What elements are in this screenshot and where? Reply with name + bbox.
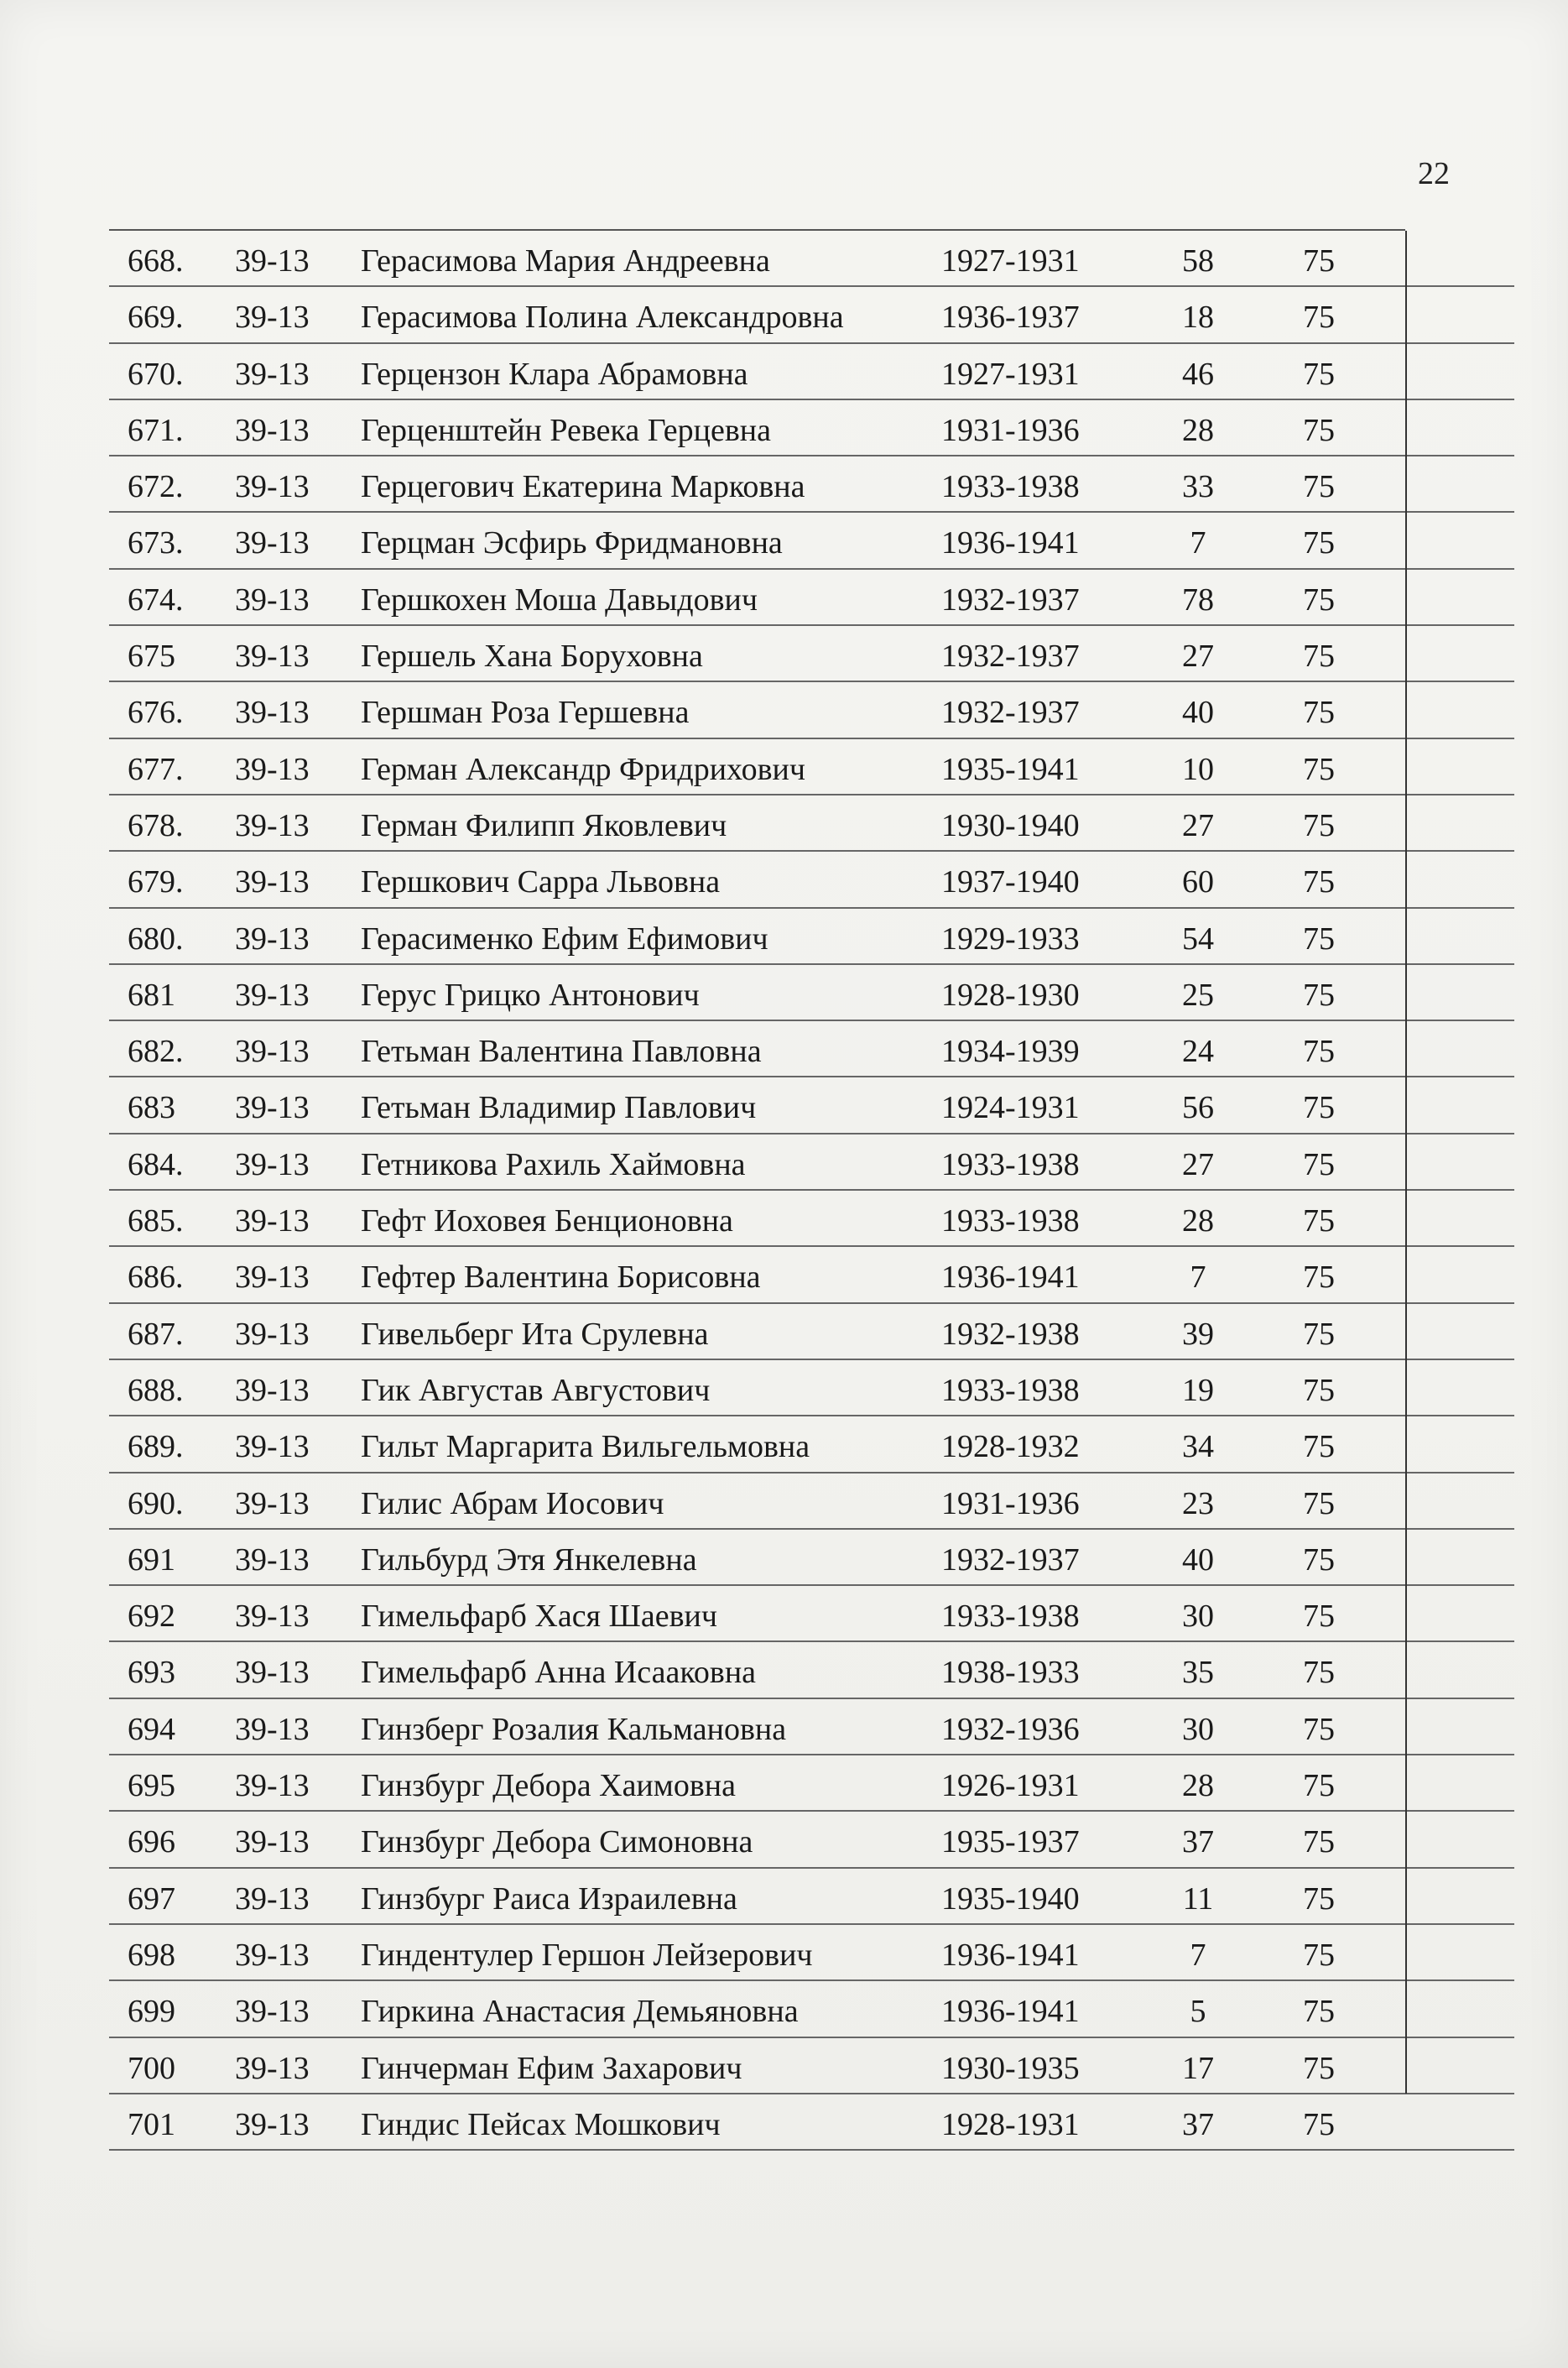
row-code: 39-13 <box>235 1372 310 1408</box>
row-name: Герцегович Екатерина Марковна <box>361 469 805 505</box>
table-row <box>109 1191 1514 1247</box>
table-row <box>109 739 1514 795</box>
row-name: Гефтер Валентина Борисовна <box>361 1260 761 1296</box>
row-code: 39-13 <box>235 582 310 618</box>
table-row <box>109 2094 1514 2151</box>
row-name: Гефт Иоховея Бенционовна <box>361 1203 733 1239</box>
row-count: 37 <box>1182 1824 1214 1860</box>
row-years: 1929-1933 <box>941 921 1080 957</box>
row-count: 40 <box>1182 695 1214 731</box>
table-row <box>109 1586 1514 1642</box>
row-term: 75 <box>1303 751 1335 787</box>
row-name: Гимельфарб Анна Исааковна <box>361 1655 757 1691</box>
row-term: 75 <box>1303 864 1335 900</box>
row-count: 33 <box>1182 469 1214 505</box>
row-count: 24 <box>1182 1034 1214 1070</box>
row-code: 39-13 <box>235 1429 310 1465</box>
row-code: 39-13 <box>235 1768 310 1804</box>
row-term: 75 <box>1303 1880 1335 1917</box>
row-code: 39-13 <box>235 807 310 843</box>
table-row <box>109 965 1514 1021</box>
row-code: 39-13 <box>235 1316 310 1352</box>
row-code: 39-13 <box>235 921 310 957</box>
row-years: 1927-1931 <box>941 356 1080 392</box>
row-code: 39-13 <box>235 1090 310 1126</box>
table-row <box>109 1755 1514 1812</box>
table-row <box>109 626 1514 682</box>
row-term: 75 <box>1303 1824 1335 1860</box>
row-name: Гершель Хана Боруховна <box>361 639 703 675</box>
row-years: 1930-1940 <box>941 807 1080 843</box>
row-code: 39-13 <box>235 1655 310 1691</box>
row-number: 673. <box>128 525 184 561</box>
row-years: 1924-1931 <box>941 1090 1080 1126</box>
row-code: 39-13 <box>235 1485 310 1521</box>
row-count: 54 <box>1182 921 1214 957</box>
row-number: 694 <box>128 1711 175 1747</box>
table-row <box>109 570 1514 626</box>
row-number: 690. <box>128 1485 184 1521</box>
row-years: 1928-1932 <box>941 1429 1080 1465</box>
table-row <box>109 1699 1514 1755</box>
row-code: 39-13 <box>235 2050 310 2086</box>
row-name: Гинчерман Ефим Захарович <box>361 2050 742 2086</box>
row-term: 75 <box>1303 356 1335 392</box>
row-years: 1931-1936 <box>941 1485 1080 1521</box>
row-number: 687. <box>128 1316 184 1352</box>
row-name: Герцман Эсфирь Фридмановна <box>361 525 783 561</box>
row-number: 676. <box>128 695 184 731</box>
row-count: 28 <box>1182 412 1214 448</box>
row-years: 1937-1940 <box>941 864 1080 900</box>
row-years: 1933-1938 <box>941 1203 1080 1239</box>
row-number: 679. <box>128 864 184 900</box>
page-number: 22 <box>1418 156 1450 191</box>
row-count: 78 <box>1182 582 1214 618</box>
row-count: 19 <box>1182 1372 1214 1408</box>
row-count: 7 <box>1190 1937 1206 1973</box>
row-name: Гинзберг Розалия Кальмановна <box>361 1711 787 1747</box>
row-years: 1933-1938 <box>941 1372 1080 1408</box>
table-row <box>109 1642 1514 1698</box>
row-number: 692 <box>128 1599 175 1635</box>
row-years: 1935-1940 <box>941 1880 1080 1917</box>
table-right-border <box>1405 231 1407 2094</box>
row-term: 75 <box>1303 1316 1335 1352</box>
row-count: 34 <box>1182 1429 1214 1465</box>
row-code: 39-13 <box>235 864 310 900</box>
row-code: 39-13 <box>235 1034 310 1070</box>
row-term: 75 <box>1303 1090 1335 1126</box>
row-years: 1932-1938 <box>941 1316 1080 1352</box>
row-number: 669. <box>128 300 184 336</box>
row-years: 1932-1937 <box>941 582 1080 618</box>
row-code: 39-13 <box>235 1203 310 1239</box>
table-row <box>109 287 1514 343</box>
table-row <box>109 1530 1514 1586</box>
row-years: 1928-1930 <box>941 977 1080 1013</box>
row-code: 39-13 <box>235 1880 310 1917</box>
row-code: 39-13 <box>235 1711 310 1747</box>
row-term: 75 <box>1303 695 1335 731</box>
row-term: 75 <box>1303 1429 1335 1465</box>
table-row <box>109 344 1514 400</box>
row-name: Гершман Роза Гершевна <box>361 695 690 731</box>
row-name: Герман Филипп Яковлевич <box>361 807 727 843</box>
row-name: Гивельберг Ита Срулевна <box>361 1316 709 1352</box>
row-term: 75 <box>1303 1599 1335 1635</box>
row-number: 695 <box>128 1768 175 1804</box>
row-name: Герцензон Клара Абрамовна <box>361 356 748 392</box>
row-number: 675 <box>128 639 175 675</box>
row-years: 1932-1937 <box>941 639 1080 675</box>
row-count: 56 <box>1182 1090 1214 1126</box>
row-number: 672. <box>128 469 184 505</box>
row-name: Гимельфарб Хася Шаевич <box>361 1599 717 1635</box>
row-code: 39-13 <box>235 977 310 1013</box>
row-years: 1932-1936 <box>941 1711 1080 1747</box>
table-row <box>109 795 1514 852</box>
row-count: 18 <box>1182 300 1214 336</box>
row-years: 1935-1937 <box>941 1824 1080 1860</box>
row-years: 1936-1937 <box>941 300 1080 336</box>
row-term: 75 <box>1303 2050 1335 2086</box>
table-row <box>109 1360 1514 1416</box>
row-term: 75 <box>1303 1655 1335 1691</box>
table-row <box>109 1925 1514 1981</box>
row-number: 678. <box>128 807 184 843</box>
table-row <box>109 1473 1514 1530</box>
row-years: 1938-1933 <box>941 1655 1080 1691</box>
row-number: 691 <box>128 1541 175 1578</box>
row-years: 1927-1931 <box>941 243 1080 279</box>
row-count: 11 <box>1182 1880 1214 1917</box>
row-number: 674. <box>128 582 184 618</box>
row-number: 677. <box>128 751 184 787</box>
row-count: 27 <box>1182 807 1214 843</box>
row-term: 75 <box>1303 1937 1335 1973</box>
row-count: 7 <box>1190 525 1206 561</box>
row-code: 39-13 <box>235 1599 310 1635</box>
row-years: 1932-1937 <box>941 695 1080 731</box>
row-code: 39-13 <box>235 695 310 731</box>
row-number: 684. <box>128 1146 184 1182</box>
row-name: Гинзбург Раиса Израилевна <box>361 1880 737 1917</box>
row-term: 75 <box>1303 1034 1335 1070</box>
row-term: 75 <box>1303 1372 1335 1408</box>
row-number: 693 <box>128 1655 175 1691</box>
row-name: Гетьман Владимир Павлович <box>361 1090 757 1126</box>
row-name: Гетникова Рахиль Хаймовна <box>361 1146 746 1182</box>
row-count: 27 <box>1182 639 1214 675</box>
row-name: Гиркина Анастасия Демьяновна <box>361 1994 799 2030</box>
row-code: 39-13 <box>235 243 310 279</box>
row-years: 1933-1938 <box>941 1146 1080 1182</box>
row-code: 39-13 <box>235 300 310 336</box>
row-number: 670. <box>128 356 184 392</box>
row-years: 1933-1938 <box>941 469 1080 505</box>
row-number: 696 <box>128 1824 175 1860</box>
row-count: 40 <box>1182 1541 1214 1578</box>
table-row <box>109 1077 1514 1134</box>
row-code: 39-13 <box>235 412 310 448</box>
row-number: 685. <box>128 1203 184 1239</box>
row-code: 39-13 <box>235 525 310 561</box>
row-term: 75 <box>1303 977 1335 1013</box>
row-name: Гильбурд Этя Янкелевна <box>361 1541 697 1578</box>
table-row <box>109 2038 1514 2094</box>
row-term: 75 <box>1303 582 1335 618</box>
row-number: 689. <box>128 1429 184 1465</box>
row-number: 668. <box>128 243 184 279</box>
table-row <box>109 1416 1514 1473</box>
row-name: Герценштейн Ревека Герцевна <box>361 412 772 448</box>
row-number: 671. <box>128 412 184 448</box>
row-years: 1936-1941 <box>941 525 1080 561</box>
row-term: 75 <box>1303 1485 1335 1521</box>
row-name: Герасимова Мария Андреевна <box>361 243 770 279</box>
table-row <box>109 456 1514 513</box>
table-row <box>109 682 1514 738</box>
row-code: 39-13 <box>235 1260 310 1296</box>
row-term: 75 <box>1303 1203 1335 1239</box>
row-code: 39-13 <box>235 751 310 787</box>
row-term: 75 <box>1303 525 1335 561</box>
row-term: 75 <box>1303 1541 1335 1578</box>
row-name: Герус Грицко Антонович <box>361 977 700 1013</box>
row-count: 17 <box>1182 2050 1214 2086</box>
table-row <box>109 852 1514 908</box>
row-count: 10 <box>1182 751 1214 787</box>
row-years: 1934-1939 <box>941 1034 1080 1070</box>
row-years: 1931-1936 <box>941 412 1080 448</box>
row-term: 75 <box>1303 300 1335 336</box>
row-number: 681 <box>128 977 175 1013</box>
row-count: 28 <box>1182 1768 1214 1804</box>
row-code: 39-13 <box>235 639 310 675</box>
row-years: 1926-1931 <box>941 1768 1080 1804</box>
table-row <box>109 1981 1514 2037</box>
ledger-table <box>109 231 1514 2151</box>
row-count: 27 <box>1182 1146 1214 1182</box>
table-row <box>109 1021 1514 1077</box>
row-code: 39-13 <box>235 356 310 392</box>
row-name: Гилис Абрам Иосович <box>361 1485 664 1521</box>
row-term: 75 <box>1303 639 1335 675</box>
row-code: 39-13 <box>235 1146 310 1182</box>
row-name: Гик Августав Августович <box>361 1372 711 1408</box>
row-count: 39 <box>1182 1316 1214 1352</box>
row-years: 1936-1941 <box>941 1994 1080 2030</box>
row-term: 75 <box>1303 1146 1335 1182</box>
row-term: 75 <box>1303 243 1335 279</box>
row-code: 39-13 <box>235 1541 310 1578</box>
row-number: 688. <box>128 1372 184 1408</box>
row-term: 75 <box>1303 921 1335 957</box>
row-count: 35 <box>1182 1655 1214 1691</box>
row-number: 680. <box>128 921 184 957</box>
row-name: Гинзбург Дебора Симоновна <box>361 1824 753 1860</box>
row-number: 686. <box>128 1260 184 1296</box>
row-number: 698 <box>128 1937 175 1973</box>
table-row <box>109 909 1514 965</box>
row-term: 75 <box>1303 469 1335 505</box>
row-code: 39-13 <box>235 2106 310 2142</box>
row-years: 1935-1941 <box>941 751 1080 787</box>
row-name: Гершкович Сарра Львовна <box>361 864 721 900</box>
row-term: 75 <box>1303 1711 1335 1747</box>
row-term: 75 <box>1303 1768 1335 1804</box>
row-count: 7 <box>1190 1260 1206 1296</box>
row-count: 25 <box>1182 977 1214 1013</box>
row-count: 30 <box>1182 1711 1214 1747</box>
row-number: 682. <box>128 1034 184 1070</box>
row-number: 683 <box>128 1090 175 1126</box>
row-code: 39-13 <box>235 1994 310 2030</box>
row-count: 46 <box>1182 356 1214 392</box>
row-term: 75 <box>1303 1994 1335 2030</box>
row-term: 75 <box>1303 807 1335 843</box>
row-number: 697 <box>128 1880 175 1917</box>
row-years: 1930-1935 <box>941 2050 1080 2086</box>
row-years: 1936-1941 <box>941 1937 1080 1973</box>
row-count: 37 <box>1182 2106 1214 2142</box>
row-term: 75 <box>1303 1260 1335 1296</box>
row-count: 5 <box>1190 1994 1206 2030</box>
row-term: 75 <box>1303 412 1335 448</box>
row-term: 75 <box>1303 2106 1335 2142</box>
row-count: 60 <box>1182 864 1214 900</box>
row-years: 1928-1931 <box>941 2106 1080 2142</box>
row-count: 30 <box>1182 1599 1214 1635</box>
table-row <box>109 1134 1514 1191</box>
row-name: Гиндис Пейсах Мошкович <box>361 2106 721 2142</box>
table-row <box>109 1304 1514 1360</box>
row-name: Гетьман Валентина Павловна <box>361 1034 762 1070</box>
row-code: 39-13 <box>235 469 310 505</box>
row-number: 699 <box>128 1994 175 2030</box>
row-name: Гинзбург Дебора Хаимовна <box>361 1768 736 1804</box>
row-name: Герасимова Полина Александровна <box>361 300 844 336</box>
row-code: 39-13 <box>235 1824 310 1860</box>
row-name: Гильт Маргарита Вильгельмовна <box>361 1429 810 1465</box>
row-count: 23 <box>1182 1485 1214 1521</box>
row-count: 28 <box>1182 1203 1214 1239</box>
table-row <box>109 1247 1514 1303</box>
row-name: Герман Александр Фридрихович <box>361 751 805 787</box>
row-number: 701 <box>128 2106 175 2142</box>
row-years: 1932-1937 <box>941 1541 1080 1578</box>
table-row <box>109 513 1514 569</box>
table-row <box>109 1869 1514 1925</box>
row-years: 1933-1938 <box>941 1599 1080 1635</box>
row-name: Гершкохен Моша Давыдович <box>361 582 758 618</box>
row-number: 700 <box>128 2050 175 2086</box>
table-row <box>109 400 1514 456</box>
row-name: Гиндентулер Гершон Лейзерович <box>361 1937 813 1973</box>
table-row <box>109 231 1514 287</box>
row-years: 1936-1941 <box>941 1260 1080 1296</box>
row-code: 39-13 <box>235 1937 310 1973</box>
row-count: 58 <box>1182 243 1214 279</box>
table-row <box>109 1812 1514 1868</box>
row-name: Герасименко Ефим Ефимович <box>361 921 768 957</box>
